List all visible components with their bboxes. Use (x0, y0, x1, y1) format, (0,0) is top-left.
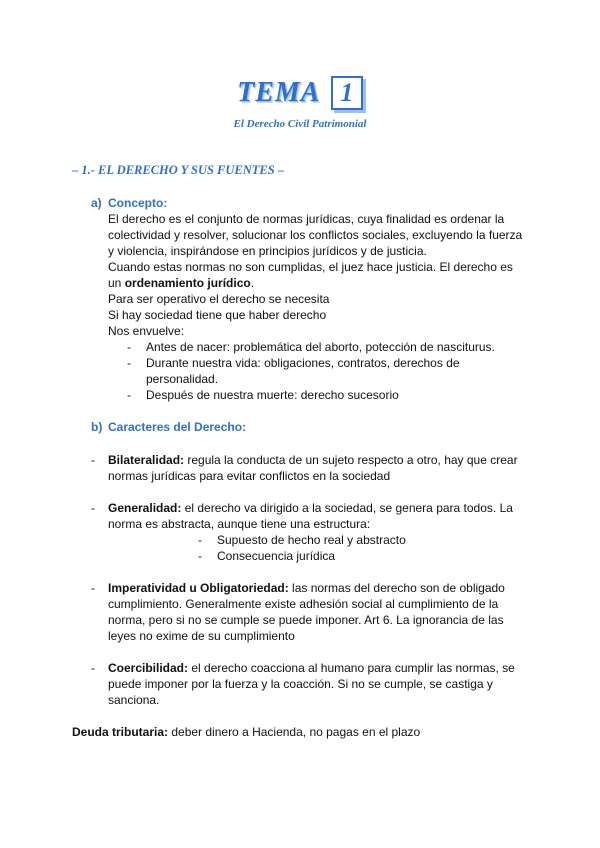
concepto-line: Para ser operativo el derecho se necesita (108, 292, 330, 306)
list-item-text: Antes de nacer: problemática del aborto, potección de nasciturus. (146, 340, 495, 354)
imperatividad-line (108, 580, 505, 596)
list-item-text: Durante nuestra vida: obligaciones, contratos, derechos de (146, 356, 460, 370)
concepto-line: El derecho es el conjunto de normas jurídicas, cuya finalidad es ordenar la (108, 212, 505, 226)
imperatividad-line: cumplimiento. Generalmente existe adhesión social al cumplimiento de la (108, 597, 499, 611)
generalidad-line (108, 500, 513, 516)
concepto-line: Cuando estas normas no son cumplidas, el juez hace justicia. El derecho es (108, 260, 513, 274)
subsection-concepto-heading (91, 196, 167, 210)
chapter-header (0, 76, 600, 110)
imperatividad-line: leyes no exime de su cumplimiento (108, 629, 295, 643)
dash-marker: - (127, 388, 131, 402)
deuda-label: Deuda tributaria: (72, 725, 169, 739)
coercibilidad-label: Coercibilidad: (108, 661, 189, 675)
dash-marker: - (91, 453, 95, 467)
subsection-caracteres-heading (91, 420, 246, 434)
list-item-continuation: personalidad. (146, 372, 219, 386)
dash-marker: - (127, 356, 131, 370)
chapter-title: TEMA (237, 77, 321, 108)
text-fragment: deber dinero a Hacienda, no pagas en el plazo (168, 725, 421, 739)
text-fragment: el derecho va dirigido a la sociedad, se genera para todos. La (181, 501, 513, 515)
concepto-line: Si hay sociedad tiene que haber derecho (108, 308, 327, 322)
section-title: – 1.- EL DERECHO Y SUS FUENTES – (72, 163, 285, 177)
list-item-text: Supuesto de hecho real y abstracto (217, 533, 406, 547)
concepto-line: Nos envuelve: (108, 324, 185, 338)
bilateralidad-line (108, 452, 518, 468)
coercibilidad-line: puede imponer por la fuerza y la coacción. Si no se cumple, se castiga y (108, 677, 493, 691)
generalidad-label: Generalidad: (108, 501, 182, 515)
imperatividad-label: Imperatividad u Obligatoriedad: (108, 581, 289, 595)
generalidad-line: norma es abstracta, aunque tiene una estructura: (108, 517, 371, 531)
subsection-heading-text: Caracteres del Derecho: (108, 420, 247, 434)
dash-marker: - (91, 661, 95, 675)
text-fragment: las normas del derecho son de obligado (288, 581, 505, 595)
subsection-letter: a) (91, 196, 102, 210)
concepto-line: y violencia, inspirándose en principios jurídicos y de justicia. (108, 244, 427, 258)
ordenamiento-bold: ordenamiento jurídico (124, 276, 251, 290)
chapter-subtitle: El Derecho Civil Patrimonial (233, 118, 367, 130)
imperatividad-line: norma, pero si no se cumple se puede imponer. Art 6. La ignorancia de las (108, 613, 504, 627)
bilateralidad-line: normas jurídicas para evitar conflictos en la sociedad (108, 469, 391, 483)
dash-marker: - (91, 581, 95, 595)
text-fragment: regula la conducta de un sujeto respecto a otro, hay que crear (184, 453, 518, 467)
bilateralidad-label: Bilateralidad: (108, 453, 185, 467)
coercibilidad-line (108, 660, 515, 676)
coercibilidad-line: sanciona. (108, 693, 160, 707)
concepto-line-ordenamiento (108, 275, 254, 291)
list-item-text: Consecuencia jurídica (217, 549, 336, 563)
dash-marker: - (91, 501, 95, 515)
chapter-number-box: 1 (331, 76, 363, 110)
concepto-line: colectividad y resolver, solucionar los conflictos sociales, excluyendo la fuerza (108, 228, 523, 242)
dash-marker: - (127, 340, 131, 354)
list-item-text: Después de nuestra muerte: derecho sucesorio (146, 388, 399, 402)
deuda-line (72, 724, 420, 740)
subsection-heading-text: Concepto: (108, 196, 168, 210)
subsection-letter: b) (91, 420, 103, 434)
dash-marker: - (198, 533, 202, 547)
text-fragment: un (108, 276, 125, 290)
text-fragment: el derecho coacciona al humano para cumplir las normas, se (188, 661, 515, 675)
text-fragment: . (250, 276, 255, 290)
dash-marker: - (198, 549, 202, 563)
